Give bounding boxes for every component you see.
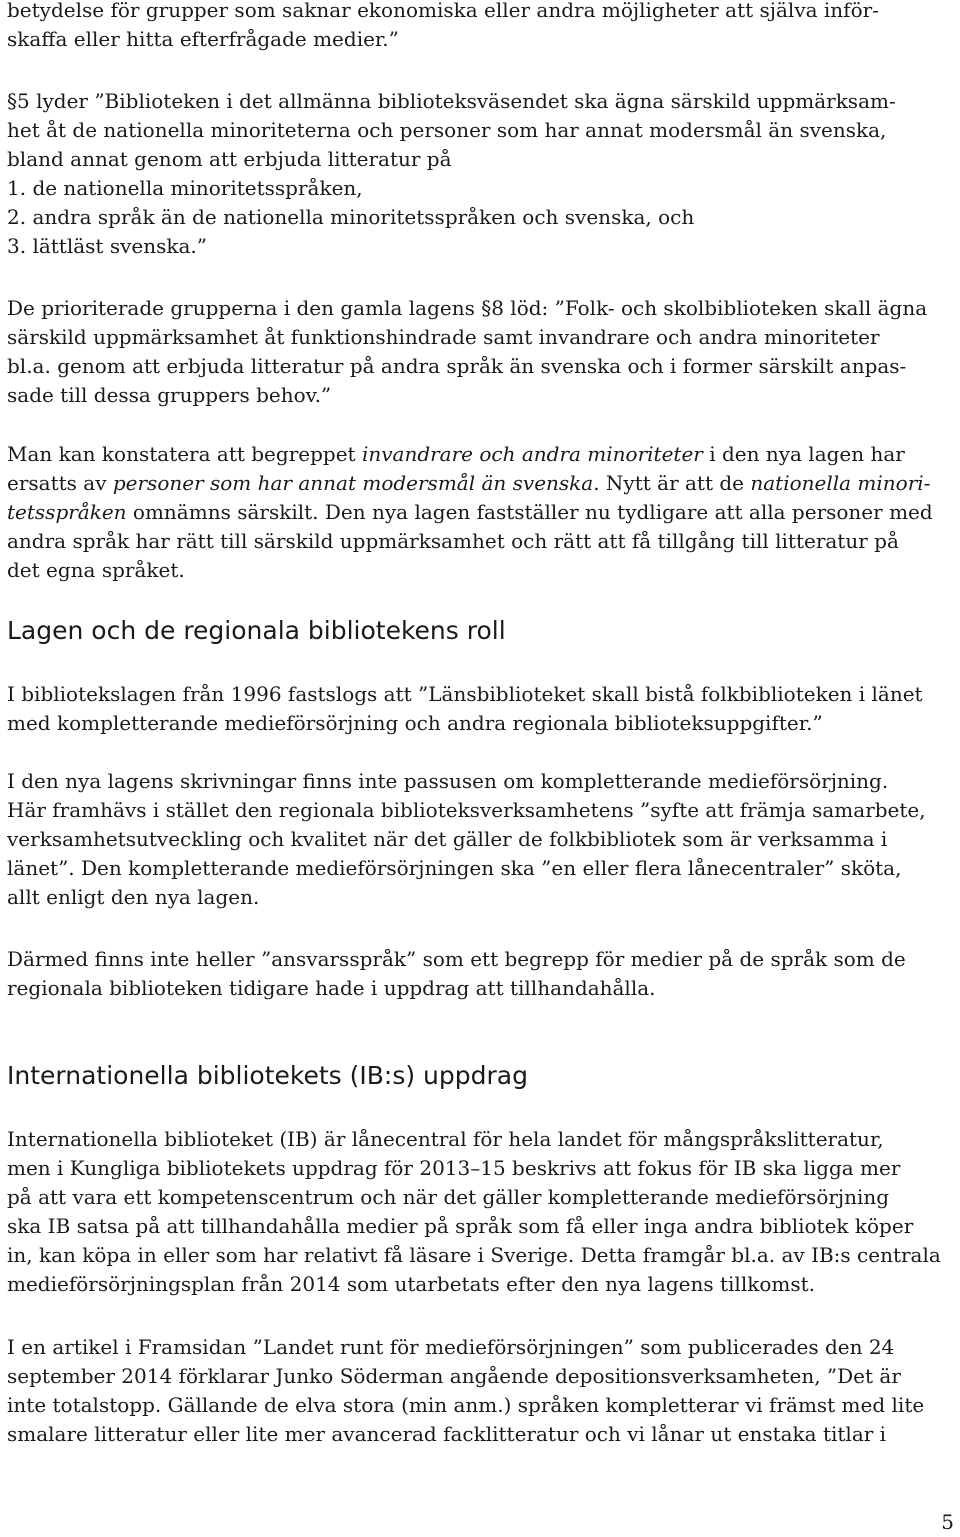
text-line: sade till dessa gruppers behov.”	[7, 383, 332, 407]
text-line: Därmed finns inte heller ”ansvarsspråk” som ett begrepp för medier på de språk som de	[7, 947, 906, 971]
text-line: allt enligt den nya lagen.	[7, 885, 260, 909]
section-heading: Lagen och de regionala bibliotekens roll	[7, 616, 506, 645]
page-number: 5	[941, 1510, 954, 1534]
text-line: §5 lyder ”Biblioteken i det allmänna biblioteksväsendet ska ägna särskild uppmärksam-	[7, 89, 896, 113]
text-line: skaffa eller hitta efterfrågade medier.”	[7, 27, 399, 51]
text-line: regionala biblioteken tidigare hade i uppdrag att tillhandahålla.	[7, 976, 656, 1000]
section1-paragraph	[7, 680, 955, 738]
emphasis-term: personer som har annat modersmål än svenska	[112, 471, 594, 495]
text-run: ersatts av	[7, 471, 113, 495]
text-line	[7, 498, 955, 527]
text-run: i den nya lagen har	[702, 442, 905, 466]
text-line: ska IB satsa på att tillhandahålla medier på språk som få eller inga andra bibliotek köper	[7, 1214, 914, 1238]
text-line: Internationella biblioteket (IB) är lånecentral för hela landet för mångspråkslitteratur,	[7, 1127, 884, 1151]
emphasis-term: tetsspråken	[7, 500, 127, 524]
text-line: I en artikel i Framsidan ”Landet runt för medieförsörjningen” som publicerades den 24	[7, 1335, 895, 1359]
emphasis-term: nationella minori-	[750, 471, 931, 495]
list-item: 3. lättläst svenska.”	[7, 234, 207, 258]
list-item: 2. andra språk än de nationella minoritetsspråken och svenska, och	[7, 205, 695, 229]
emphasis-term: invandrare och andra minoriteter	[361, 442, 703, 466]
text-line: september 2014 förklarar Junko Söderman angående depositionsverksamheten, ”Det är	[7, 1364, 901, 1388]
opening-paragraph	[7, 0, 955, 54]
text-line: särskild uppmärksamhet åt funktionshindrade samt invandrare och andra minoriteter	[7, 325, 880, 349]
section2-paragraph	[7, 1125, 955, 1299]
section1-paragraph	[7, 767, 955, 912]
section1-paragraph	[7, 945, 955, 1003]
text-line: De prioriterade grupperna i den gamla lagens §8 löd: ”Folk- och skolbiblioteken skall ägna	[7, 296, 928, 320]
text-run: Man kan konstatera att begreppet	[7, 442, 362, 466]
concept-paragraph	[7, 440, 955, 585]
text-line: bland annat genom att erbjuda litteratur på	[7, 147, 452, 171]
text-line: med kompletterande medieförsörjning och andra regionala biblioteksuppgifter.”	[7, 711, 823, 735]
list-item: 1. de nationella minoritetsspråken,	[7, 176, 363, 200]
text-line: men i Kungliga bibliotekets uppdrag för 2013–15 beskrivs att fokus för IB ska ligga mer	[7, 1156, 901, 1180]
section2-paragraph	[7, 1333, 955, 1449]
text-line: betydelse för grupper som saknar ekonomiska eller andra möjligheter att själva inför-	[7, 0, 879, 22]
text-line: verksamhetsutveckling och kvalitet när det gäller de folkbibliotek som är verksamma i	[7, 827, 888, 851]
section-heading: Internationella bibliotekets (IB:s) uppdrag	[7, 1061, 528, 1090]
text-line: det egna språket.	[7, 558, 185, 582]
text-run: . Nytt är att de	[593, 471, 751, 495]
old-law-paragraph	[7, 294, 955, 410]
text-line: på att vara ett kompetenscentrum och när det gäller kompletterande medieförsörjning	[7, 1185, 890, 1209]
text-line: andra språk har rätt till särskild uppmärksamhet och rätt att få tillgång till litteratur på	[7, 529, 899, 553]
text-line: smalare litteratur eller lite mer avancerad facklitteratur och vi lånar ut enstaka titlar i	[7, 1422, 887, 1446]
text-line: Här framhävs i stället den regionala biblioteksverksamhetens ”syfte att främja samarbete,	[7, 798, 926, 822]
text-line: in, kan köpa in eller som har relativt få läsare i Sverige. Detta framgår bl.a. av IB:s centrala	[7, 1243, 941, 1267]
text-line: I bibliotekslagen från 1996 fastslogs att ”Länsbiblioteket skall bistå folkbiblioteken i länet	[7, 682, 923, 706]
text-line: bl.a. genom att erbjuda litteratur på andra språk än svenska och i former särskilt anpas-	[7, 354, 907, 378]
text-line: inte totalstopp. Gällande de elva stora (min anm.) språken kompletterar vi främst med lite	[7, 1393, 925, 1417]
text-line: länet”. Den kompletterande medieförsörjningen ska ”en eller flera lånecentraler” sköta,	[7, 856, 902, 880]
text-line: I den nya lagens skrivningar finns inte passusen om kompletterande medieförsörjning.	[7, 769, 889, 793]
law-paragraph	[7, 87, 955, 261]
text-line	[7, 469, 955, 498]
text-line: medieförsörjningsplan från 2014 som utarbetats efter den nya lagens tillkomst.	[7, 1272, 815, 1296]
text-line: het åt de nationella minoriteterna och personer som har annat modersmål än svenska,	[7, 118, 887, 142]
text-run: omnämns särskilt. Den nya lagen fastställer nu tydligare att alla personer med	[126, 500, 933, 524]
text-line	[7, 440, 955, 469]
